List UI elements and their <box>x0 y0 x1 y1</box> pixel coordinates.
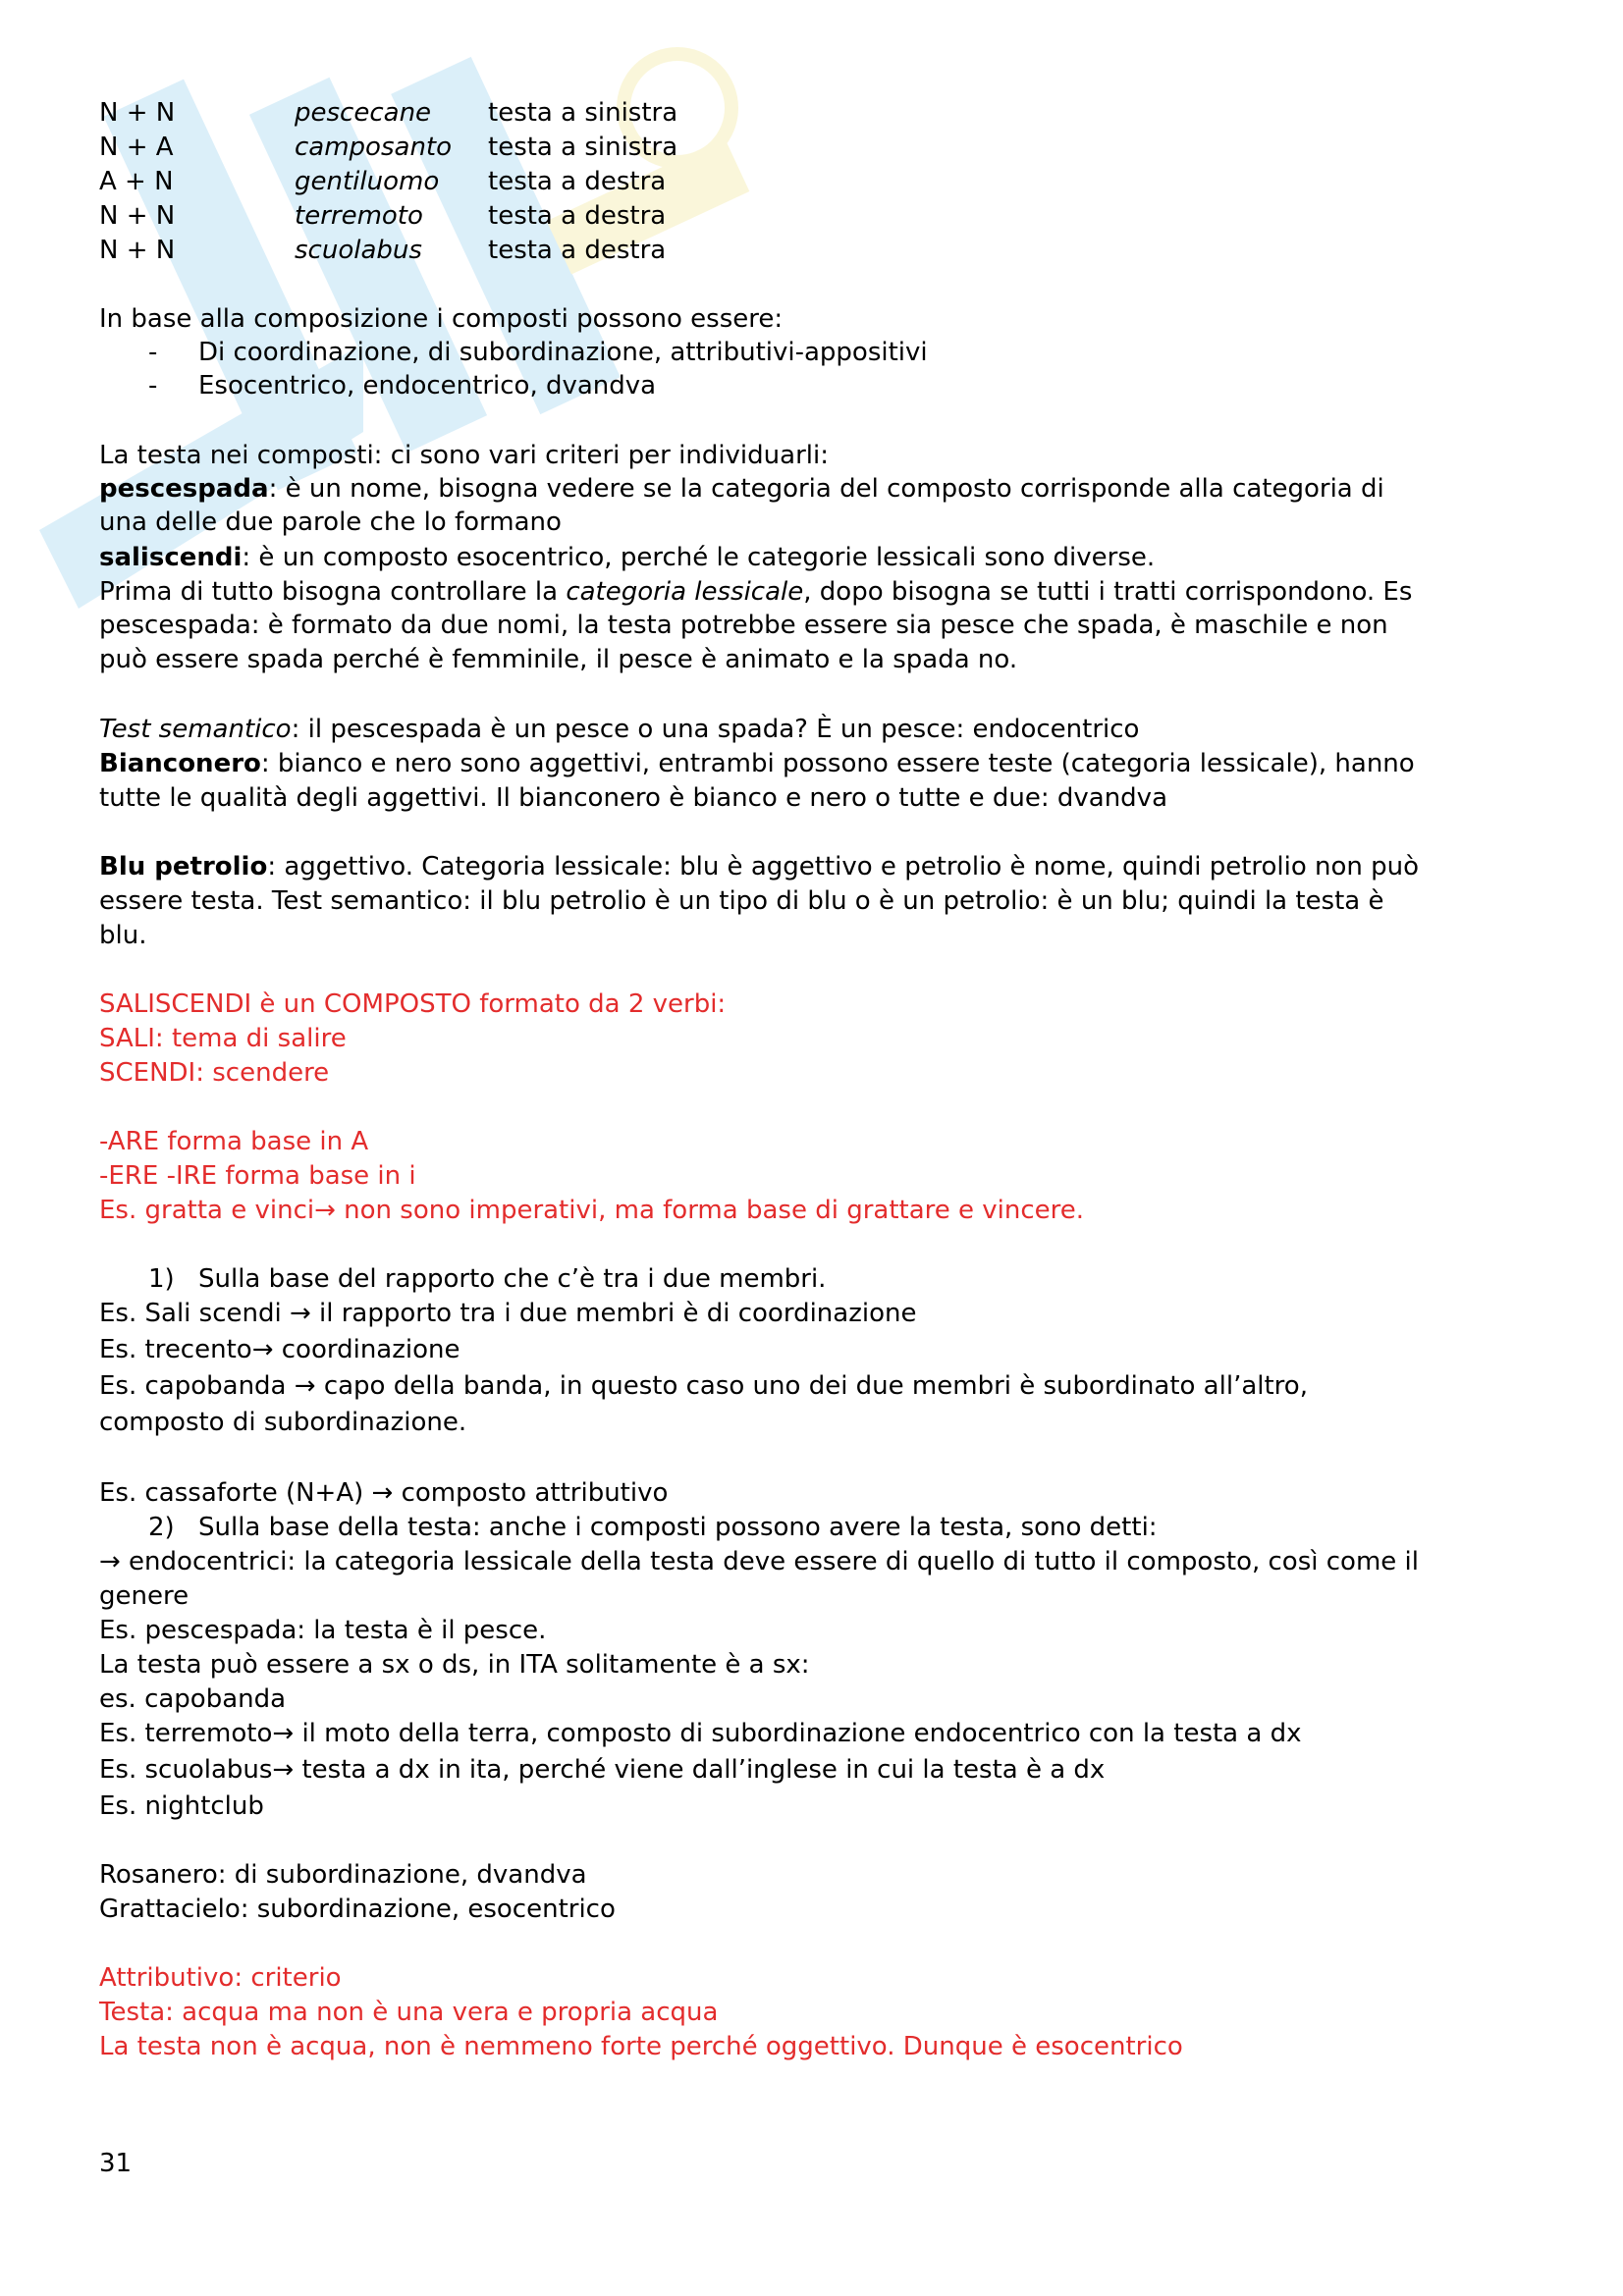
intro-text: In base alla composizione i composti possono essere: <box>99 304 784 334</box>
arrow-icon: → <box>272 1719 295 1748</box>
page-number: 31 <box>99 2149 133 2178</box>
paragraph-line: Grattacielo: subordinazione, esocentrico <box>99 1895 616 1924</box>
example-line: Es. scuolabus→ testa a dx in ita, perché viene dall’inglese in cui la testa è a dx <box>99 1755 1106 1785</box>
example-line: es. capobanda <box>99 1684 287 1714</box>
red-note-line: SALI: tema di salire <box>99 1024 347 1053</box>
arrow-icon: → <box>371 1478 394 1508</box>
red-note-line: Attributivo: criterio <box>99 1963 342 1993</box>
paragraph-line: blu. <box>99 921 147 950</box>
red-note-line: SCENDI: scendere <box>99 1058 330 1088</box>
example-line: genere <box>99 1581 189 1611</box>
example-line: Es. terremoto→ il moto della terra, composto di subordinazione endocentrico con la testa a dx <box>99 1719 1302 1748</box>
example-line: Es. pescespada: la testa è il pesce. <box>99 1616 547 1645</box>
example-line: Es. trecento→ coordinazione <box>99 1335 460 1364</box>
example-line: Es. cassaforte (N+A) → composto attributivo <box>99 1478 669 1508</box>
paragraph-line: Blu petrolio: aggettivo. Categoria lessicale: blu è aggettivo e petrolio è nome, quindi petrolio non può <box>99 852 1420 881</box>
example-line: Es. capobanda → capo della banda, in questo caso uno dei due membri è subordinato all’altro, <box>99 1371 1308 1401</box>
red-note-line: -ERE -IRE forma base in i <box>99 1161 416 1191</box>
paragraph-line: una delle due parole che lo formano <box>99 507 562 537</box>
paragraph-line: pescespada: è formato da due nomi, la testa potrebbe essere sia pesce che spada, è maschile e non <box>99 611 1388 640</box>
arrow-icon: → <box>289 1299 311 1328</box>
arrow-icon: → <box>251 1335 274 1364</box>
paragraph-line: Prima di tutto bisogna controllare la categoria lessicale, dopo bisogna se tutti i tratti corrispondono. Es <box>99 577 1413 607</box>
example-line: → endocentrici: la categoria lessicale della testa deve essere di quello di tutto il composto, così come il <box>99 1547 1419 1576</box>
arrow-icon: → <box>99 1547 121 1576</box>
red-note-line: SALISCENDI è un COMPOSTO formato da 2 verbi: <box>99 989 727 1019</box>
paragraph-line: La testa nei composti: ci sono vari criteri per individuarli: <box>99 441 829 470</box>
example-line: Es. Sali scendi → il rapporto tra i due membri è di coordinazione <box>99 1299 917 1328</box>
paragraph-line: Bianconero: bianco e nero sono aggettivi, entrambi possono essere teste (categoria lessicale), hanno <box>99 749 1415 778</box>
paragraph-line: essere testa. Test semantico: il blu petrolio è un tipo di blu o è un petrolio: è un blu; quindi la testa è <box>99 886 1384 916</box>
red-note-line: Testa: acqua ma non è una vera e propria acqua <box>99 1998 719 2027</box>
example-line: La testa può essere a sx o ds, in ITA solitamente è a sx: <box>99 1650 810 1680</box>
red-note-line: Es. gratta e vinci→ non sono imperativi, ma forma base di grattare e vincere. <box>99 1196 1085 1225</box>
red-note-line: La testa non è acqua, non è nemmeno forte perché oggettivo. Dunque è esocentrico <box>99 2032 1183 2061</box>
paragraph-line: Rosanero: di subordinazione, dvandva <box>99 1860 587 1890</box>
example-line: composto di subordinazione. <box>99 1408 467 1437</box>
paragraph-line: pescespada: è un nome, bisogna vedere se la categoria del composto corrisponde alla categoria di <box>99 474 1384 504</box>
paragraph-line: Test semantico: il pescespada è un pesce o una spada? È un pesce: endocentrico <box>99 715 1140 744</box>
paragraph-line: può essere spada perché è femminile, il pesce è animato e la spada no. <box>99 645 1018 674</box>
paragraph-line: saliscendi: è un composto esocentrico, perché le categorie lessicali sono diverse. <box>99 543 1156 572</box>
paragraph-line: tutte le qualità degli aggettivi. Il bianconero è bianco e nero o tutte e due: dvandva <box>99 783 1168 813</box>
arrow-icon: → <box>314 1196 336 1225</box>
arrow-icon: → <box>272 1755 295 1785</box>
arrow-icon: → <box>294 1371 316 1401</box>
example-line: Es. nightclub <box>99 1791 264 1821</box>
red-note-line: -ARE forma base in A <box>99 1127 369 1156</box>
